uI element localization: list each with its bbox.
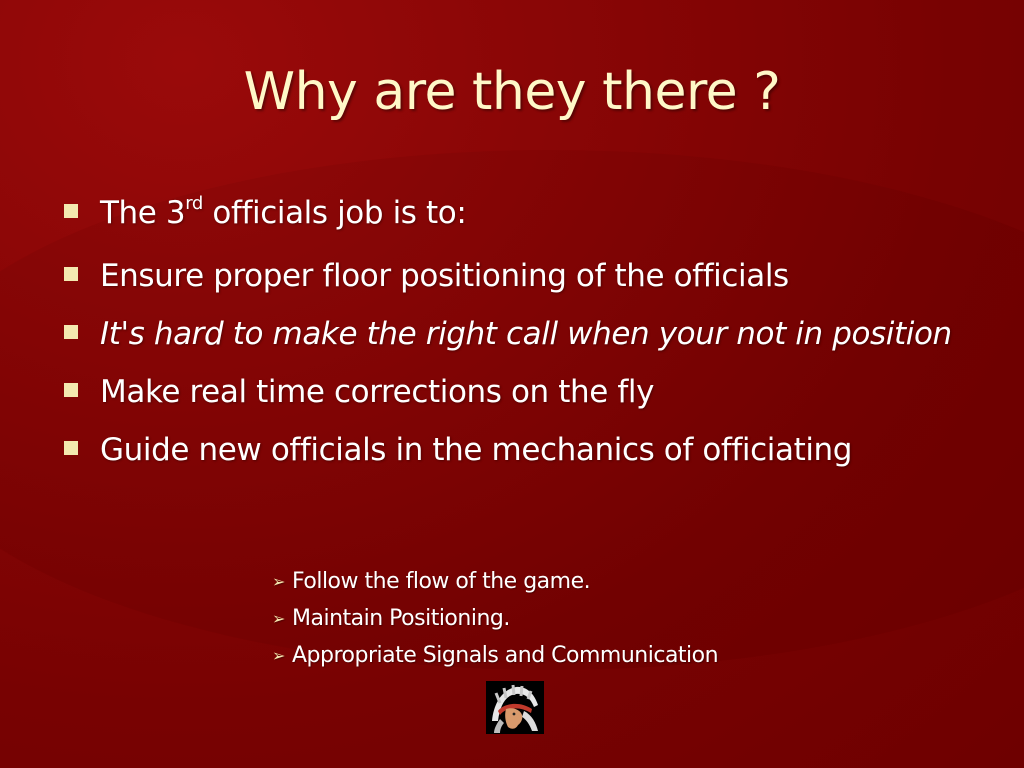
sub-bullet-item [272, 600, 972, 637]
bullet-text: Make real time corrections on the fly [100, 374, 655, 410]
bullet-item [62, 369, 982, 415]
bullet-text: The 3rd officials job is to: [100, 193, 467, 231]
sub-bullet-text: Maintain Positioning. [292, 606, 510, 631]
arrow-bullet-icon: ➢ [272, 572, 285, 591]
bullet-list [62, 190, 982, 485]
sub-bullet-item [272, 637, 972, 674]
sub-bullet-text: Appropriate Signals and Communication [292, 643, 719, 668]
headdress-logo-icon [486, 681, 544, 734]
square-bullet-icon [64, 204, 78, 218]
arrow-bullet-icon: ➢ [272, 646, 285, 665]
bullet-text: Ensure proper floor positioning of the officials [100, 258, 789, 294]
bullet-text: Guide new officials in the mechanics of officiating [100, 432, 853, 468]
bullet-item [62, 427, 982, 473]
headdress-logo-graphic [486, 681, 544, 734]
arrow-bullet-icon: ➢ [272, 609, 285, 628]
square-bullet-icon [64, 325, 78, 339]
sub-bullet-text: Follow the flow of the game. [292, 569, 591, 594]
sub-bullet-list [272, 563, 972, 674]
bullet-item [62, 311, 982, 357]
bullet-text: It's hard to make the right call when your not in position [100, 316, 952, 352]
bullet-item [62, 253, 982, 299]
slide-title: Why are they there ? [243, 62, 781, 122]
sub-bullet-item [272, 563, 972, 600]
superscript: rd [185, 193, 203, 214]
bullet-item [62, 190, 982, 241]
square-bullet-icon [64, 441, 78, 455]
square-bullet-icon [64, 383, 78, 397]
square-bullet-icon [64, 267, 78, 281]
